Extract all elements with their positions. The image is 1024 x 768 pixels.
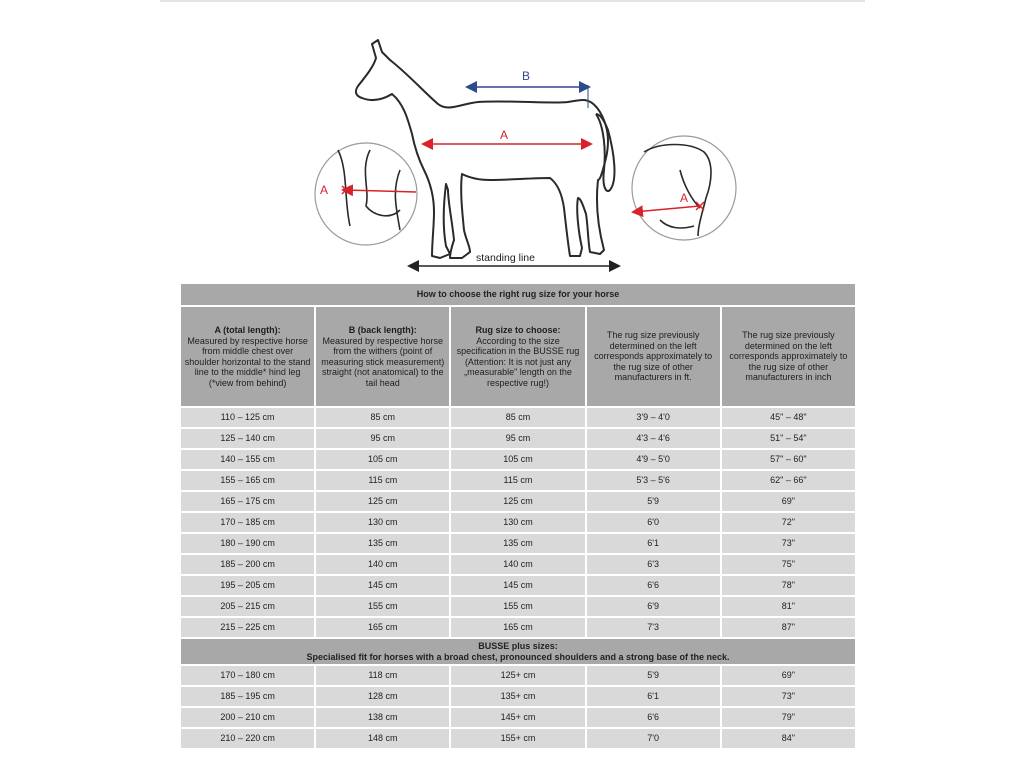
table-cell: 165 – 175 cm (181, 492, 314, 511)
table-cell: 69" (722, 666, 855, 685)
column-header-text: The rug size previously determined on the left corresponds approximately to the rug size of other manufacturers in ft. (594, 330, 713, 383)
label-a-hindleg: A (680, 191, 689, 205)
table-cell: 57" – 60" (722, 450, 855, 469)
table-cell: 125+ cm (451, 666, 584, 685)
table-row (181, 576, 855, 595)
table-cell: 130 cm (451, 513, 584, 532)
table-cell: 7'3 (587, 618, 720, 637)
table-cell: 148 cm (316, 729, 449, 748)
table-cell: 95 cm (316, 429, 449, 448)
table-cell: 215 – 225 cm (181, 618, 314, 637)
table-cell: 145+ cm (451, 708, 584, 727)
table-cell: 6'0 (587, 513, 720, 532)
table-cell: 4'9 – 5'0 (587, 450, 720, 469)
table-cell: 125 – 140 cm (181, 429, 314, 448)
table-row (181, 513, 855, 532)
table-title-row (181, 284, 855, 305)
column-header-back-length (316, 307, 449, 406)
table-cell: 110 – 125 cm (181, 408, 314, 427)
table-cell: 180 – 190 cm (181, 534, 314, 553)
column-header-total-length (181, 307, 314, 406)
table-cell: 6'6 (587, 708, 720, 727)
table-cell: 7'0 (587, 729, 720, 748)
table-cell: 210 – 220 cm (181, 729, 314, 748)
standard-size-rows (181, 408, 855, 637)
plus-sizes-title: BUSSE plus sizes: (478, 641, 558, 651)
label-standing-line: standing line (476, 252, 535, 264)
table-cell: 185 – 200 cm (181, 555, 314, 574)
table-cell: 205 – 215 cm (181, 597, 314, 616)
column-header-text: According to the size specification in the BUSSE rug (Attention: It is not just any „measurable" length on the respective rug!) (456, 335, 580, 388)
table-row (181, 492, 855, 511)
table-cell: 145 cm (451, 576, 584, 595)
table-cell: 165 cm (316, 618, 449, 637)
label-a-total: A (500, 128, 509, 142)
table-cell: 135 cm (451, 534, 584, 553)
table-cell: 170 – 180 cm (181, 666, 314, 685)
table-cell: 118 cm (316, 666, 449, 685)
table-cell: 84" (722, 729, 855, 748)
rug-size-table (179, 282, 857, 750)
table-cell: 155 cm (316, 597, 449, 616)
table-cell: 3'9 – 4'0 (587, 408, 720, 427)
table-cell: 185 – 195 cm (181, 687, 314, 706)
chest-detail-circle (315, 143, 417, 245)
table-cell: 115 cm (316, 471, 449, 490)
table-cell: 62" – 66" (722, 471, 855, 490)
top-divider (160, 0, 865, 2)
table-cell: 195 – 205 cm (181, 576, 314, 595)
table-row (181, 597, 855, 616)
table-title: How to choose the right rug size for your horse (181, 284, 855, 305)
table-cell: 140 – 155 cm (181, 450, 314, 469)
table-cell: 4'3 – 4'6 (587, 429, 720, 448)
table-cell: 79" (722, 708, 855, 727)
table-cell: 155 – 165 cm (181, 471, 314, 490)
table-cell: 6'6 (587, 576, 720, 595)
plus-sizes-subtitle: Specialised fit for horses with a broad chest, pronounced shoulders and a strong base of the neck. (306, 651, 730, 662)
column-header-ft (587, 307, 720, 406)
table-cell: 140 cm (316, 555, 449, 574)
table-cell: 87" (722, 618, 855, 637)
table-cell: 85 cm (316, 408, 449, 427)
table-cell: 78" (722, 576, 855, 595)
table-cell: 73" (722, 534, 855, 553)
table-row (181, 555, 855, 574)
table-cell: 125 cm (451, 492, 584, 511)
horse-measurement-illustration (300, 30, 940, 275)
table-cell: 6'9 (587, 597, 720, 616)
table-cell: 105 cm (451, 450, 584, 469)
table-row (181, 408, 855, 427)
table-cell: 155+ cm (451, 729, 584, 748)
table-cell: 95 cm (451, 429, 584, 448)
column-header-strong: A (total length): (214, 325, 281, 335)
table-cell: 105 cm (316, 450, 449, 469)
table-cell: 51" – 54" (722, 429, 855, 448)
table-cell: 135+ cm (451, 687, 584, 706)
table-cell: 81" (722, 597, 855, 616)
table-row (181, 618, 855, 637)
table-cell: 130 cm (316, 513, 449, 532)
table-row (181, 729, 855, 748)
table-cell: 200 – 210 cm (181, 708, 314, 727)
table-cell: 145 cm (316, 576, 449, 595)
column-header-text: The rug size previously determined on the left corresponds approximately to the rug size of other manufacturers in inch (729, 330, 848, 383)
table-cell: 5'3 – 5'6 (587, 471, 720, 490)
label-a-chest: A (320, 183, 329, 197)
plus-sizes-header-row (181, 639, 855, 664)
table-cell: 155 cm (451, 597, 584, 616)
table-cell: 45" – 48" (722, 408, 855, 427)
column-header-rug-size (451, 307, 584, 406)
table-row (181, 450, 855, 469)
table-row (181, 687, 855, 706)
table-cell: 75" (722, 555, 855, 574)
table-cell: 72" (722, 513, 855, 532)
table-cell: 73" (722, 687, 855, 706)
table-cell: 6'1 (587, 534, 720, 553)
table-cell: 135 cm (316, 534, 449, 553)
label-b: B (522, 69, 531, 83)
table-cell: 165 cm (451, 618, 584, 637)
column-header-text: Measured by respective horse from middle chest over shoulder horizontal to the stand line to the middle* hind leg (*view from behind) (184, 335, 311, 388)
table-cell: 138 cm (316, 708, 449, 727)
table-cell: 5'9 (587, 666, 720, 685)
table-cell: 170 – 185 cm (181, 513, 314, 532)
horse-diagram (300, 30, 940, 275)
table-row (181, 471, 855, 490)
hindleg-detail-circle (632, 136, 736, 240)
column-header-strong: B (back length): (348, 325, 417, 335)
table-cell: 140 cm (451, 555, 584, 574)
table-cell: 69" (722, 492, 855, 511)
plus-sizes-header (181, 639, 855, 664)
table-row (181, 534, 855, 553)
table-row (181, 708, 855, 727)
column-header-text: Measured by respective horse from the withers (point of measuring stick measurement) straight (not anatomical) to the tail head (321, 335, 445, 388)
plus-size-rows (181, 666, 855, 748)
table-cell: 85 cm (451, 408, 584, 427)
table-cell: 6'1 (587, 687, 720, 706)
table-row (181, 429, 855, 448)
table-cell: 5'9 (587, 492, 720, 511)
table-cell: 115 cm (451, 471, 584, 490)
column-header-strong: Rug size to choose: (475, 325, 561, 335)
table-cell: 125 cm (316, 492, 449, 511)
table-cell: 6'3 (587, 555, 720, 574)
column-header-inch (722, 307, 855, 406)
table-header-row (181, 307, 855, 406)
table-row (181, 666, 855, 685)
table-cell: 128 cm (316, 687, 449, 706)
